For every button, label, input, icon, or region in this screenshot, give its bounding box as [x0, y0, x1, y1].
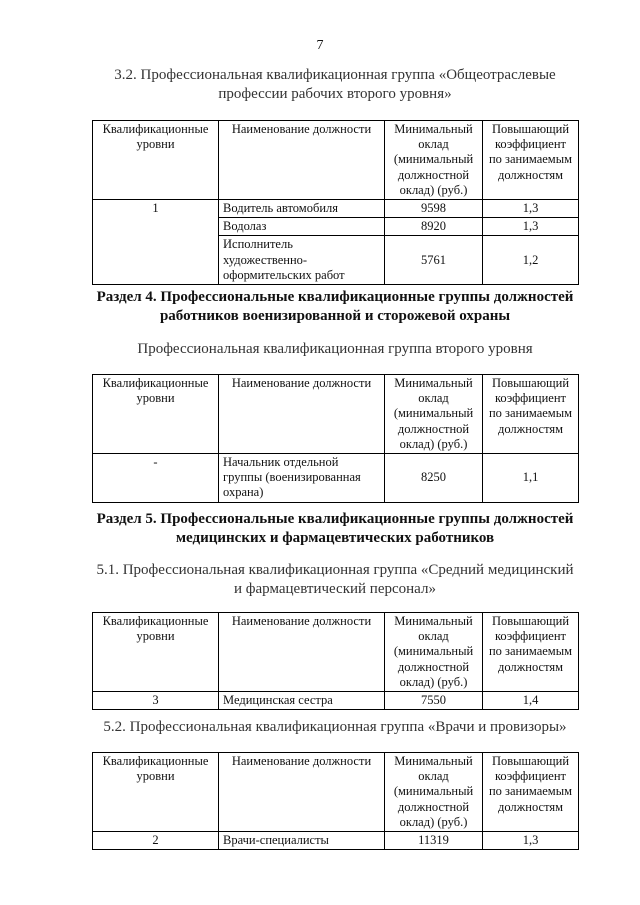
section-5-1-title: [90, 561, 580, 599]
position-cell: Водитель автомобиля: [219, 200, 385, 218]
page-number: 7: [316, 38, 324, 53]
coefficient-cell: 1,1: [483, 454, 579, 503]
table-header-row: [93, 121, 579, 200]
section-5-1-title-line2: и фармацевтический персонал»: [234, 581, 436, 597]
coefficient-cell: 1,3: [483, 200, 579, 218]
section-5-title-line1: Раздел 5. Профессиональные квалификационные группы должностей: [96, 511, 574, 527]
header-position: Наименование должности: [219, 121, 385, 200]
table-row: [93, 200, 579, 218]
position-cell: Медицинская сестра: [219, 692, 385, 710]
table-4: [92, 374, 579, 503]
section-4-subtitle: Профессиональная квалификационная группа второго уровня: [137, 341, 533, 357]
section-4-title-line2: работников военизированной и сторожевой охраны: [159, 308, 511, 324]
position-cell: Исполнитель художественно-оформительских работ: [219, 236, 385, 285]
header-level: Квалификационные уровни: [93, 753, 219, 832]
section-5-1-title-line1: 5.1. Профессиональная квалификационная группа «Средний медицинский: [96, 562, 574, 578]
header-level: Квалификационные уровни: [93, 375, 219, 454]
salary-cell: 5761: [385, 236, 483, 285]
salary-cell: 8920: [385, 218, 483, 236]
section-3-2-title-line1: 3.2. Профессиональная квалификационная группа «Общеотраслевые: [114, 67, 556, 83]
section-4-title: [90, 288, 580, 326]
header-salary: Минимальный оклад (минимальный должностной оклад) (руб.): [385, 121, 483, 200]
table-header-row: [93, 375, 579, 454]
header-salary: Минимальный оклад (минимальный должностной оклад) (руб.): [385, 613, 483, 692]
header-position: Наименование должности: [219, 753, 385, 832]
header-level: Квалификационные уровни: [93, 121, 219, 200]
table-3-2: [92, 120, 579, 285]
salary-cell: 11319: [385, 832, 483, 850]
coefficient-cell: 1,3: [483, 218, 579, 236]
position-cell: Начальник отдельной группы (военизированная охрана): [219, 454, 385, 503]
table-5-1: [92, 612, 579, 710]
table-header-row: [93, 613, 579, 692]
salary-cell: 8250: [385, 454, 483, 503]
header-coefficient: Повышающий коэффициент по занимаемым должностям: [483, 753, 579, 832]
coefficient-cell: 1,3: [483, 832, 579, 850]
level-cell: -: [93, 454, 219, 503]
section-3-2-title: [90, 66, 580, 104]
table-header-row: [93, 753, 579, 832]
header-salary: Минимальный оклад (минимальный должностной оклад) (руб.): [385, 753, 483, 832]
table-row: [93, 692, 579, 710]
salary-cell: 9598: [385, 200, 483, 218]
header-coefficient: Повышающий коэффициент по занимаемым должностям: [483, 375, 579, 454]
header-position: Наименование должности: [219, 613, 385, 692]
header-level: Квалификационные уровни: [93, 613, 219, 692]
section-5-title-line2: медицинских и фармацевтических работников: [175, 530, 495, 546]
coefficient-cell: 1,2: [483, 236, 579, 285]
header-coefficient: Повышающий коэффициент по занимаемым должностям: [483, 613, 579, 692]
position-cell: Водолаз: [219, 218, 385, 236]
level-cell: 1: [93, 200, 219, 285]
header-coefficient: Повышающий коэффициент по занимаемым должностям: [483, 121, 579, 200]
level-cell: 2: [93, 832, 219, 850]
level-cell: 3: [93, 692, 219, 710]
section-4-title-line1: Раздел 4. Профессиональные квалификационные группы должностей: [96, 289, 574, 305]
salary-cell: 7550: [385, 692, 483, 710]
position-cell: Врачи-специалисты: [219, 832, 385, 850]
table-row: [93, 454, 579, 503]
section-3-2-title-line2: профессии рабочих второго уровня»: [218, 86, 452, 102]
coefficient-cell: 1,4: [483, 692, 579, 710]
section-5-2-title: 5.2. Профессиональная квалификационная группа «Врачи и провизоры»: [103, 719, 567, 735]
section-5-title: [90, 510, 580, 548]
table-row: [93, 832, 579, 850]
header-salary: Минимальный оклад (минимальный должностной оклад) (руб.): [385, 375, 483, 454]
header-position: Наименование должности: [219, 375, 385, 454]
table-5-2: [92, 752, 579, 850]
